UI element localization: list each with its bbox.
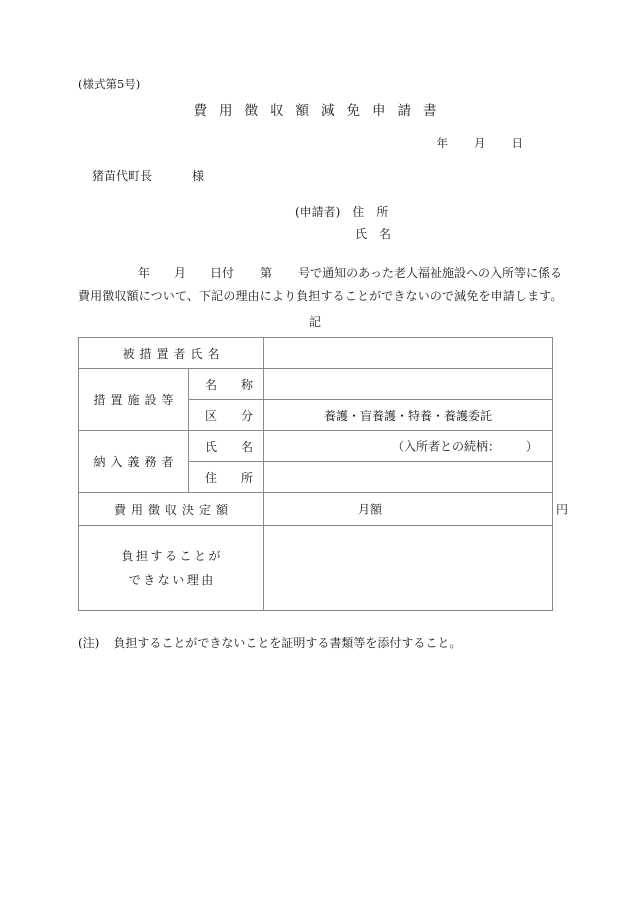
payer-name-value[interactable] <box>264 431 553 462</box>
body-day-label: 日付 <box>210 266 235 280</box>
addressee-name: 猪苗代町長 <box>92 169 153 183</box>
date-line <box>0 135 523 151</box>
amount-monthly-label: 月額 <box>358 502 383 517</box>
payer-label: 納入義務者 <box>79 431 189 493</box>
application-table <box>78 337 569 611</box>
reason-label-line-2: できない理由 <box>128 573 216 587</box>
page-title: 費用徴収額減免申請書 <box>193 103 449 119</box>
body-paragraph <box>78 262 563 308</box>
body-line-1 <box>78 262 562 285</box>
footnote <box>78 634 461 651</box>
amount-value[interactable] <box>264 493 569 526</box>
addressee <box>92 167 204 184</box>
footnote-text: 負担することができないことを証明する書類等を添付すること。 <box>113 636 462 650</box>
payer-address-label-inner <box>197 469 255 486</box>
ki-marker: 記 <box>308 315 321 329</box>
table-row <box>79 526 553 611</box>
body-line-2: 費用徴収額について、下記の理由により負担することができないので減免を申請します。 <box>78 289 563 303</box>
reason-label-line-1: 負担することが <box>121 549 224 563</box>
facility-name-label-inner <box>197 376 255 393</box>
table-row <box>79 493 553 526</box>
payer-address-value[interactable] <box>264 462 553 493</box>
date-day-label: 日 <box>511 136 523 150</box>
applicant-name-label: 氏 名 <box>355 227 392 241</box>
body-month-label: 月 <box>174 266 187 280</box>
date-month-label: 月 <box>474 136 486 150</box>
payer-name-label <box>189 431 264 462</box>
facility-name-label-text: 名 称 <box>205 377 254 392</box>
table-row <box>79 338 553 369</box>
payer-relation-note <box>392 438 538 455</box>
facility-class-label-text: 区 分 <box>205 408 254 423</box>
applicant-block <box>295 201 391 245</box>
reason-label <box>79 526 264 611</box>
payer-name-label-text: 氏 名 <box>205 439 254 454</box>
amount-label: 費用徴収決定額 <box>79 493 264 526</box>
facility-class-label <box>189 400 264 431</box>
applicant-address-row <box>295 201 391 223</box>
facility-name-label <box>189 369 264 400</box>
reason-value[interactable] <box>264 526 553 611</box>
date-year-label: 年 <box>436 136 448 150</box>
payer-relation-open: （入所者との続柄： <box>391 439 500 454</box>
payer-address-label <box>189 462 264 493</box>
applicant-prefix: (申請者) <box>295 205 341 219</box>
payer-address-label-text: 住 所 <box>205 470 254 485</box>
facility-class-label-inner <box>197 407 255 424</box>
payer-relation-close: ） <box>526 439 539 454</box>
facility-class-value[interactable]: 養護・盲養護・特養・養護委託 <box>264 400 553 431</box>
payer-name-label-inner <box>197 438 255 455</box>
table-row <box>79 369 553 400</box>
facility-label: 措置施設等 <box>79 369 189 431</box>
amount-unit-label: 円 <box>556 502 569 517</box>
body-year-label: 年 <box>138 266 151 280</box>
body-line1-rest: 号で通知のあった老人福祉施設への入所等に係る <box>298 266 562 280</box>
facility-name-value[interactable] <box>264 369 553 400</box>
addressee-honorific: 様 <box>192 169 205 183</box>
body-number-prefix: 第 <box>260 266 273 280</box>
applicant-name-row <box>295 223 391 245</box>
applicant-address-label: 住 所 <box>352 205 389 219</box>
table-row <box>79 431 553 462</box>
subject-name-label: 被措置者氏名 <box>79 338 264 369</box>
footnote-marker: (注) <box>78 636 100 650</box>
subject-name-value[interactable] <box>264 338 553 369</box>
form-number: (様式第5号) <box>78 77 141 91</box>
